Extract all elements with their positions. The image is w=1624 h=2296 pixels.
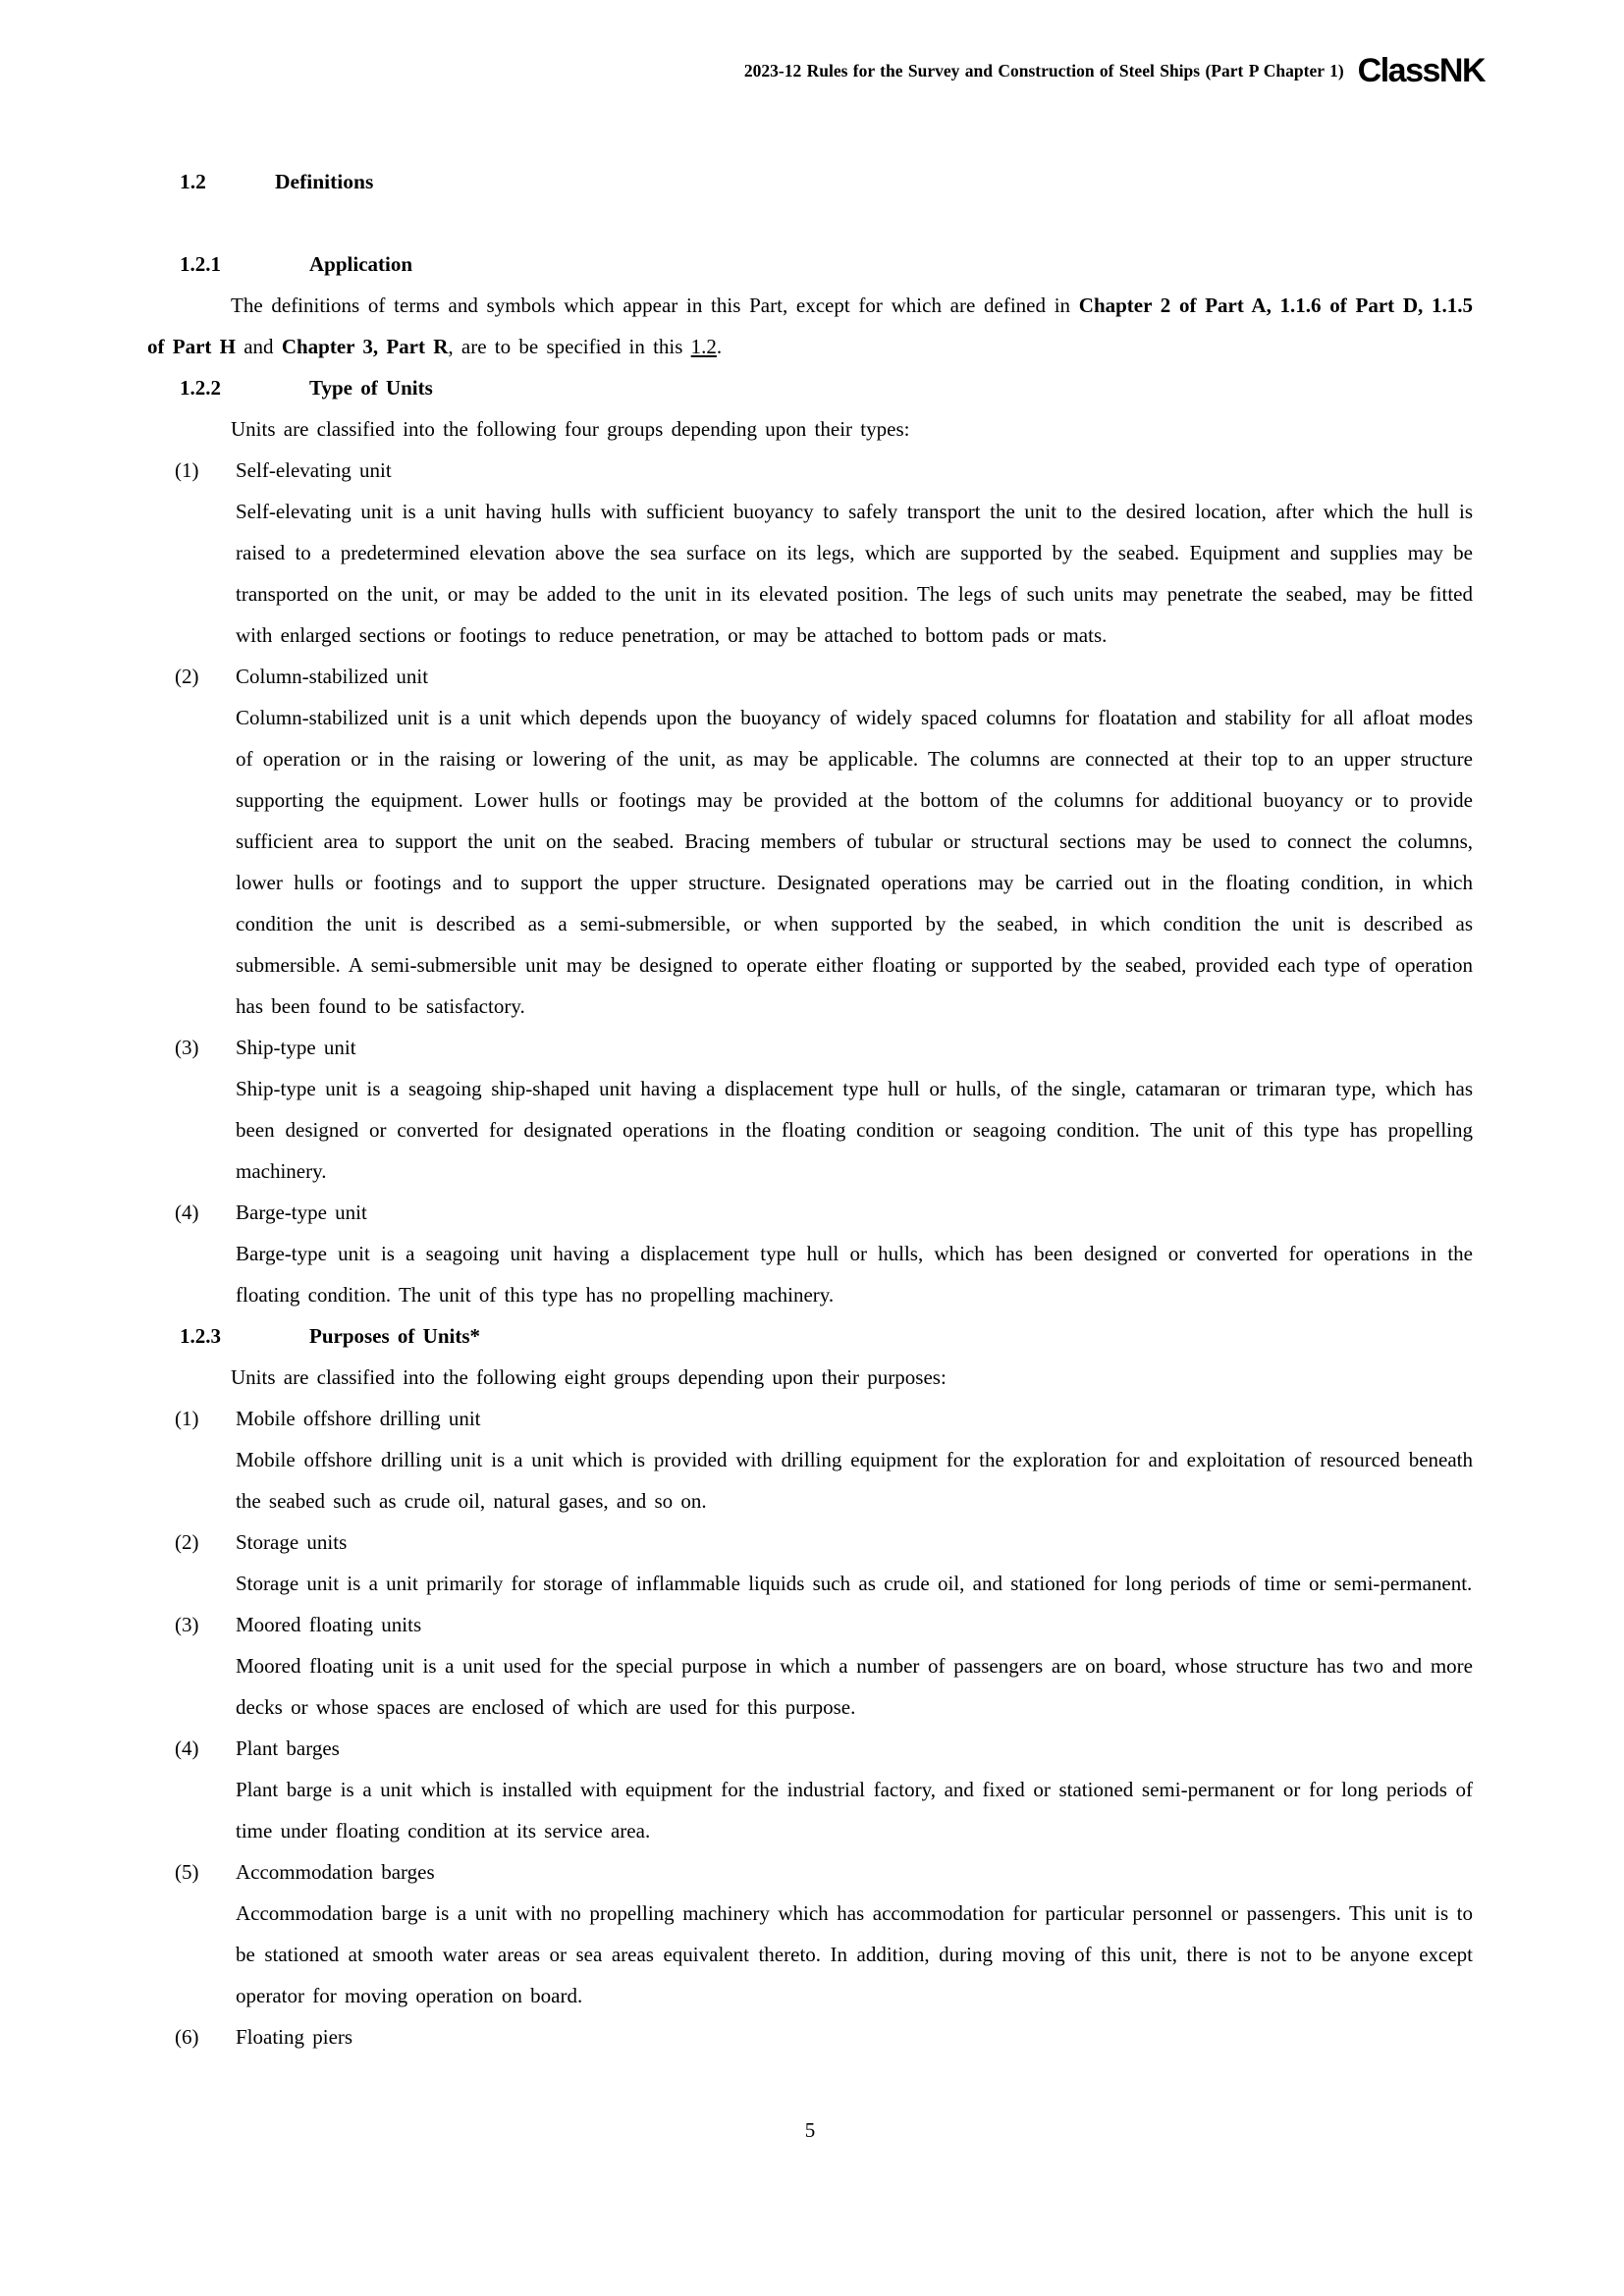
subsection-heading-application	[180, 243, 1473, 285]
item-title: Self-elevating unit	[236, 458, 392, 482]
types-intro: Units are classified into the following four groups depending upon their types:	[231, 417, 910, 441]
item-head	[147, 656, 1473, 697]
item-head	[147, 1192, 1473, 1233]
section-heading	[180, 161, 1473, 202]
subsection-number: 1.2.2	[180, 376, 221, 400]
item-title: Plant barges	[236, 1736, 340, 1760]
item-title: Storage units	[236, 1530, 348, 1554]
item-title: Moored floating units	[236, 1613, 422, 1636]
item-number: (1)	[175, 1407, 199, 1430]
subsection-heading-type-of-units	[180, 367, 1473, 408]
text-segment: , are to be specified in this	[448, 335, 691, 358]
text-segment: and	[235, 335, 282, 358]
ref-link-1-2[interactable]: 1.2	[690, 335, 717, 358]
bold-reference: Chapter 2 of Part A, 1.1.6 of Part D, 1.1.5 of Part H	[147, 294, 1473, 358]
item-title: Barge-type unit	[236, 1201, 367, 1224]
item-head	[147, 1604, 1473, 1645]
list-item	[147, 1604, 1473, 1728]
list-item	[147, 1728, 1473, 1851]
classnk-logo: ClassNK	[1357, 52, 1485, 89]
page-header	[147, 51, 1485, 90]
item-number: (5)	[175, 1860, 199, 1884]
item-body: Self-elevating unit is a unit having hulls with sufficient buoyancy to safely transport the unit to the desired location, after which the hull is raised to a predetermined elevation above the sea surface on its legs, which are supported by the seabed. Equipment and supplies may be transported on the unit, or may be added to the unit in its elevated position. The legs of such units may penetrate the seabed, may be fitted with enlarged sections or footings to reduce penetration, or may be attached to bottom pads or mats.	[236, 500, 1473, 647]
item-head	[147, 1728, 1473, 1769]
subsection-title: Type of Units	[309, 376, 433, 400]
page-number: 5	[804, 2118, 816, 2142]
purposes-intro: Units are classified into the following eight groups depending upon their purposes:	[231, 1365, 947, 1389]
item-body: Accommodation barge is a unit with no propelling machinery which has accommodation for particular personnel or passengers. This unit is to be stationed at smooth water areas or sea areas equivalent thereto. In addition, during moving of this unit, there is not to be anyone except operator for moving operation on board.	[236, 1901, 1473, 2007]
application-paragraph	[147, 285, 1473, 367]
item-title: Mobile offshore drilling unit	[236, 1407, 481, 1430]
item-head	[147, 1851, 1473, 1893]
item-title: Floating piers	[236, 2025, 353, 2049]
subsection-heading-purposes-of-units	[180, 1315, 1473, 1357]
list-item	[147, 1027, 1473, 1192]
subsection-title: Application	[309, 252, 413, 276]
item-title: Ship-type unit	[236, 1036, 356, 1059]
item-body: Barge-type unit is a seagoing unit having a displacement type hull or hulls, which has been designed or converted for operations in the floating condition. The unit of this type has no propelling machinery.	[236, 1242, 1473, 1307]
list-item	[147, 1192, 1473, 1315]
item-title: Accommodation barges	[236, 1860, 435, 1884]
text-segment: .	[716, 335, 723, 358]
document-title: 2023-12 Rules for the Survey and Construction of Steel Ships (Part P Chapter 1)	[743, 61, 1344, 80]
item-head	[147, 1522, 1473, 1563]
item-body: Column-stabilized unit is a unit which depends upon the buoyancy of widely spaced columns for floatation and stability for all afloat modes of operation or in the raising or lowering of the unit, as may be applicable. The columns are connected at their top to an upper structure supporting the equipment. Lower hulls or footings may be provided at the bottom of the columns for additional buoyancy or to provide sufficient area to support the unit on the seabed. Bracing members of tubular or structural sections may be used to connect the columns, lower hulls or footings and to support the upper structure. Designated operations may be carried out in the floating condition, in which condition the unit is described as a semi-submersible, or when supported by the seabed, in which condition the unit is described as submersible. A semi-submersible unit may be designed to operate either floating or supported by the seabed, provided each type of operation has been found to be satisfactory.	[236, 706, 1473, 1018]
bold-reference: Chapter 3, Part R	[281, 335, 449, 358]
list-item	[147, 1851, 1473, 2016]
item-number: (4)	[175, 1736, 199, 1760]
subsection-number: 1.2.1	[180, 252, 221, 276]
item-number: (3)	[175, 1613, 199, 1636]
item-body: Ship-type unit is a seagoing ship-shaped unit having a displacement type hull or hulls, of the single, catamaran or trimaran type, which has been designed or converted for designated operations in the floating condition or seagoing condition. The unit of this type has propelling machinery.	[236, 1077, 1473, 1183]
item-body: Moored floating unit is a unit used for the special purpose in which a number of passengers are on board, whose structure has two and more decks or whose spaces are enclosed of which are used for this purpose.	[236, 1654, 1473, 1719]
list-item	[147, 656, 1473, 1027]
item-head	[147, 2016, 1473, 2057]
section-title: Definitions	[275, 170, 374, 193]
list-item	[147, 1398, 1473, 1522]
page-footer	[147, 2109, 1473, 2151]
subsection-number: 1.2.3	[180, 1324, 221, 1348]
item-number: (6)	[175, 2025, 199, 2049]
item-number: (4)	[175, 1201, 199, 1224]
item-body: Mobile offshore drilling unit is a unit which is provided with drilling equipment for the exploration for and exploitation of resourced beneath the seabed such as crude oil, natural gases, and so on.	[236, 1448, 1473, 1513]
item-number: (2)	[175, 665, 199, 688]
item-number: (1)	[175, 458, 199, 482]
item-body: Plant barge is a unit which is installed with equipment for the industrial factory, and fixed or stationed semi-permanent or for long periods of time under floating condition at its service area.	[236, 1778, 1473, 1842]
item-body: Storage unit is a unit primarily for storage of inflammable liquids such as crude oil, and stationed for long periods of time or semi-permanent.	[236, 1572, 1473, 1595]
text-segment: The definitions of terms and symbols which appear in this Part, except for which are defined in	[231, 294, 1079, 317]
list-item	[147, 1522, 1473, 1604]
item-number: (2)	[175, 1530, 199, 1554]
item-number: (3)	[175, 1036, 199, 1059]
item-head	[147, 450, 1473, 491]
list-item	[147, 450, 1473, 656]
list-item	[147, 2016, 1473, 2057]
item-head	[147, 1027, 1473, 1068]
item-head	[147, 1398, 1473, 1439]
item-title: Column-stabilized unit	[236, 665, 429, 688]
subsection-title: Purposes of Units*	[309, 1324, 481, 1348]
section-number: 1.2	[180, 170, 206, 193]
